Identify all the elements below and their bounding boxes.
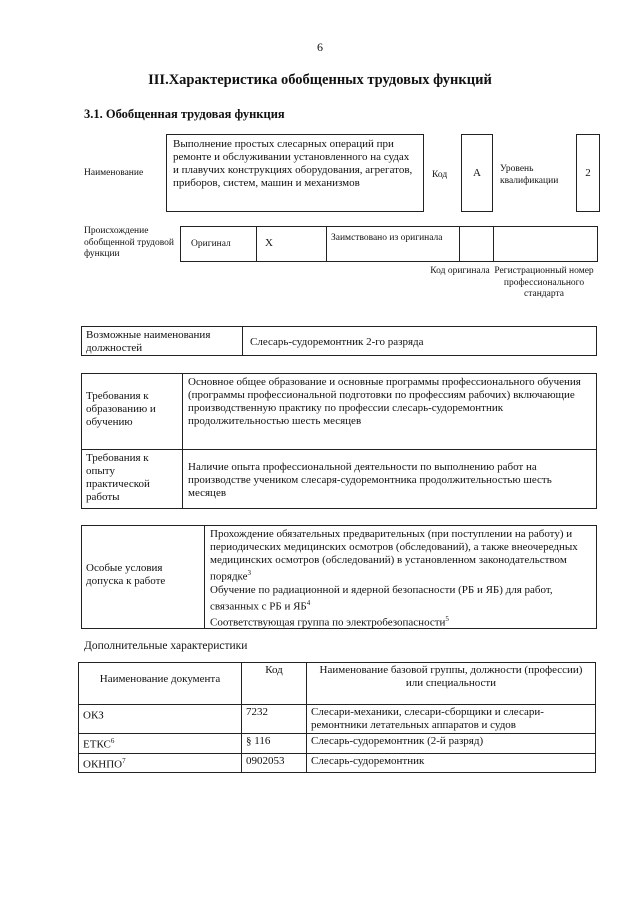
page-number: 6 <box>317 40 323 54</box>
education-value: Основное общее образование и основные программы профессионального обучения (программы профессиональной подготовки по профессиям рабочих) включающие производственную практику по профессии слесарь-судоремонтник продолжительностью шесть месяцев <box>188 376 581 427</box>
table-header-row <box>79 663 596 705</box>
borrowed-label: Заимствовано из оригинала <box>331 233 443 243</box>
positions-value: Слесарь-судоремонтник 2-го разряда <box>250 336 424 348</box>
admission-label: Особые условия допуска к работе <box>86 562 166 587</box>
row-code: § 116 <box>242 734 307 754</box>
code-value-box <box>461 134 493 212</box>
table-row <box>79 705 596 734</box>
requirements-table <box>81 373 597 509</box>
header-doc: Наименование документа <box>79 663 242 705</box>
row-doc: ОКНПО$^7$ <box>79 753 242 773</box>
origin-table <box>180 226 598 262</box>
table-row <box>79 734 596 754</box>
footnote-3: 3 <box>247 569 251 577</box>
header-name: Наименование базовой группы, должности (профессии) или специальности <box>307 663 596 705</box>
additional-table <box>78 662 596 773</box>
name-label: Наименование <box>84 168 144 178</box>
row-name: Слесари-механики, слесари-сборщики и слесари-ремонтники летательных аппаратов и судов <box>307 705 596 734</box>
additional-heading: Дополнительные характеристики <box>84 640 248 652</box>
level-label: Уровень квалификации <box>500 164 559 186</box>
education-label: Требования к образованию и обучению <box>86 390 156 428</box>
footnote-4: 4 <box>306 598 311 607</box>
admission-line2: Обучение по радиационной и ядерной безопасности (РБ и ЯБ) для работ, связанных с РБ и ЯБ <box>210 583 553 613</box>
header-code: Код <box>242 663 307 705</box>
function-name-box <box>166 134 424 212</box>
row-doc: ОКЗ <box>79 705 242 734</box>
admission-line3: Соответствующая группа по электробезопасности <box>210 616 446 629</box>
row-code: 0902053 <box>242 753 307 773</box>
footnote-5: 5 <box>445 615 449 624</box>
row-doc: ЕТКС$^6$ <box>79 734 242 754</box>
code-original-caption: Код оригинала <box>430 266 490 276</box>
row-name: Слесарь-судоремонтник (2-й разряд) <box>307 734 596 754</box>
admission-line1: Прохождение обязательных предварительных (при поступлении на работу) и периодических медицинских осмотров (обследований), а также внеочередных медицинских осмотров (обследований) в установленном законодательством порядке <box>210 528 578 583</box>
origin-label: Происхождение обобщенной трудовой функции <box>84 226 174 259</box>
level-value: 2 <box>585 167 591 179</box>
reg-number-caption: Регистрационный номер профессионального стандарта <box>494 266 594 299</box>
table-row <box>79 753 596 773</box>
admission-table <box>81 525 597 629</box>
section-title: III.Характеристика обобщенных трудовых функций <box>148 72 492 88</box>
level-value-box <box>576 134 600 212</box>
function-name-value: Выполнение простых слесарных операций при ремонте и обслуживании установленного на судах и плавучих конструкциях оборудования, агрегатов, приборов, систем, машин и механизмов <box>173 138 413 189</box>
experience-label: Требования к опыту практической работы <box>86 452 150 503</box>
original-mark: X <box>265 237 273 249</box>
subsection-title: 3.1. Обобщенная трудовая функция <box>84 107 285 121</box>
code-value: А <box>473 167 481 179</box>
experience-value: Наличие опыта профессиональной деятельности по выполнению работ на производстве учеником слесаря-судоремонтника продолжительностью шесть месяцев <box>188 461 552 499</box>
row-name: Слесарь-судоремонтник <box>307 753 596 773</box>
admission-value <box>210 528 594 630</box>
row-code: 7232 <box>242 705 307 734</box>
original-label: Оригинал <box>191 239 231 249</box>
code-label: Код <box>432 170 448 180</box>
positions-label: Возможные наименования должностей <box>86 329 211 354</box>
positions-table <box>81 326 597 356</box>
